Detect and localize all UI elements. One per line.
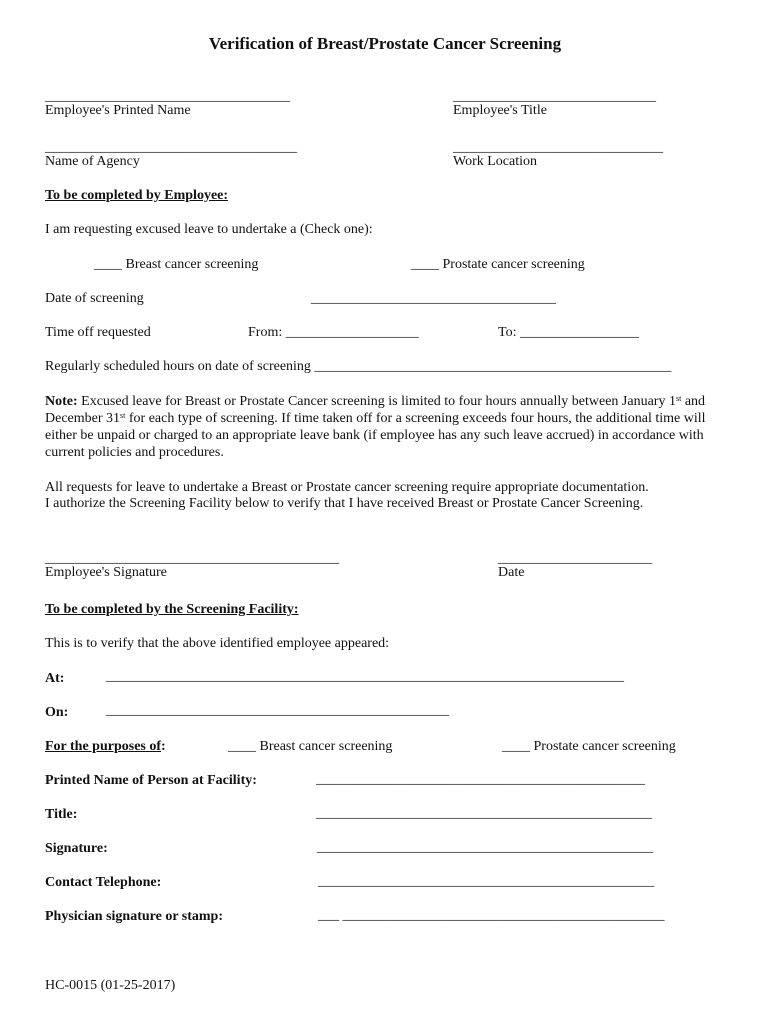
employee-signature-field[interactable]: __________________________________________ [45, 551, 339, 566]
printed-name-field[interactable]: ___________________________________ [45, 89, 290, 104]
facility-printed-name-field[interactable]: _______________________________________________ [316, 772, 645, 787]
date-of-screening-label: Date of screening [45, 291, 144, 306]
time-off-label: Time off requested [45, 325, 151, 340]
physician-signature-label: Physician signature or stamp: [45, 909, 223, 924]
work-location-field[interactable]: ______________________________ [453, 140, 663, 155]
work-location-label: Work Location [453, 154, 538, 169]
purposes-colon: : [161, 739, 166, 754]
form-code: HC-0015 (01-25-2017) [45, 978, 176, 993]
time-from-field[interactable]: From: ___________________ [248, 325, 419, 340]
time-to-field[interactable]: To: _________________ [498, 325, 639, 340]
note-text-3: for each type of screening. If time taken off for a screening exceeds four hours, the additional time will either be unpaid or charged to an appropriate leave bank (if employee has any such leave accrued) in accordance with current policies and procedures. [45, 411, 706, 460]
contact-telephone-label: Contact Telephone: [45, 875, 162, 890]
purposes-label-text: For the purposes of [45, 739, 162, 754]
facility-title-label: Title: [45, 807, 78, 822]
authorization-text: I authorize the Screening Facility below to verify that I have received Breast or Prostate Cancer Screening. [45, 496, 644, 511]
note-text-1: Excused leave for Breast or Prostate Cancer screening is limited to four hours annually between January 1 [77, 394, 676, 409]
printed-name-label: Employee's Printed Name [45, 103, 191, 118]
facility-section-heading: To be completed by the Screening Facility: [45, 602, 299, 617]
prostate-screening-option[interactable]: ____ Prostate cancer screening [411, 257, 585, 272]
date-of-screening-field[interactable]: ___________________________________ [311, 291, 556, 306]
employee-section-heading: To be completed by Employee: [45, 188, 229, 203]
documentation-text: All requests for leave to undertake a Breast or Prostate cancer screening require appropriate documentation. [45, 480, 649, 495]
contact-telephone-field[interactable]: ________________________________________________ [318, 874, 654, 889]
agency-field[interactable]: ____________________________________ [45, 140, 297, 155]
facility-title-field[interactable]: ________________________________________________ [316, 806, 652, 821]
request-text: I am requesting excused leave to undertake a (Check one): [45, 222, 373, 237]
facility-signature-field[interactable]: ________________________________________________ [317, 840, 653, 855]
page-title: Verification of Breast/Prostate Cancer Screening [208, 34, 562, 53]
employee-title-label: Employee's Title [453, 103, 547, 118]
facility-signature-label: Signature: [45, 841, 108, 856]
employee-signature-label: Employee's Signature [45, 565, 167, 580]
at-field[interactable]: __________________________________________________________________________ [106, 669, 624, 684]
agency-label: Name of Agency [45, 154, 140, 169]
on-label: On: [45, 705, 69, 720]
note-sup-1: st [675, 394, 682, 403]
employee-title-field[interactable]: _____________________________ [453, 89, 656, 104]
note-label: Note: [45, 394, 78, 409]
verify-text: This is to verify that the above identified employee appeared: [45, 636, 390, 651]
scheduled-hours-field[interactable]: Regularly scheduled hours on date of screening ___________________________________________________ [45, 359, 672, 374]
facility-prostate-option[interactable]: ____ Prostate cancer screening [502, 739, 676, 754]
facility-printed-name-label: Printed Name of Person at Facility: [45, 773, 257, 788]
note-paragraph [45, 393, 721, 461]
physician-signature-field[interactable]: ___ ______________________________________________ [318, 908, 665, 923]
signature-date-field[interactable]: ______________________ [498, 551, 652, 566]
breast-screening-option[interactable]: ____ Breast cancer screening [94, 257, 259, 272]
note-sup-2: st [120, 411, 126, 420]
on-field[interactable]: _________________________________________________ [106, 703, 449, 718]
signature-date-label: Date [498, 565, 525, 580]
at-label: At: [45, 671, 65, 686]
note-text-2: and December 31 [45, 394, 706, 426]
purposes-label [45, 738, 166, 755]
facility-breast-option[interactable]: ____ Breast cancer screening [228, 739, 393, 754]
